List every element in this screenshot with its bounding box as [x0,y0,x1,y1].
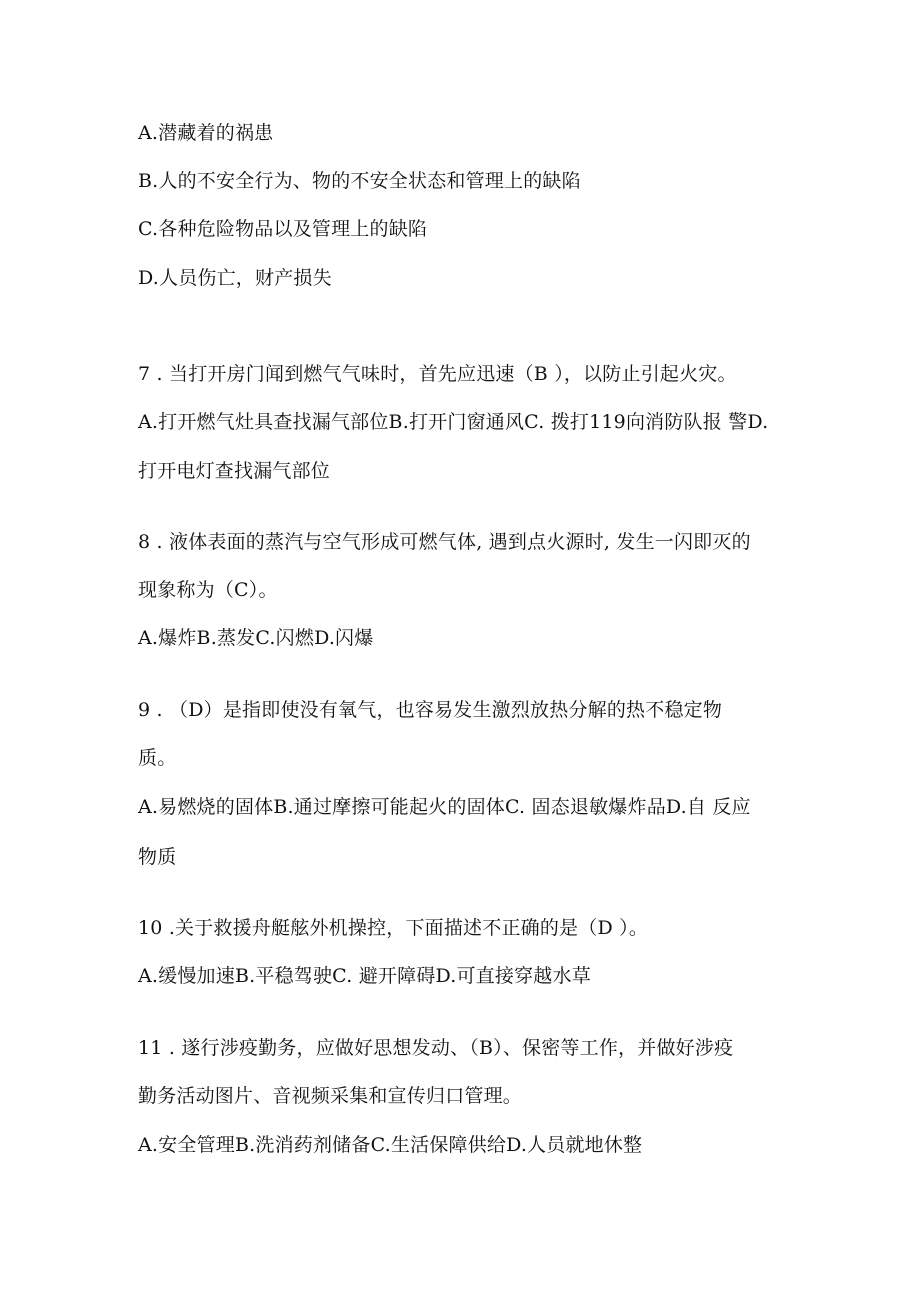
question-9-cont: 质。 [138,747,177,769]
question-9-options: A.易燃烧的固体B.通过摩擦可能起火的固体C. 固态退敏爆炸品D.自 反应 [138,796,751,818]
question-8-options: A.爆炸B.蒸发C.闪燃D.闪爆 [138,627,374,649]
option-b-line: B.人的不安全行为、物的不安全状态和管理上的缺陷 [138,170,581,192]
question-9-options-cont: 物质 [138,846,177,868]
question-10: 10 .关于救援舟艇舷外机操控，下面描述不正确的是（D ）。 [138,917,649,939]
question-7-options: A.打开燃气灶具查找漏气部位B.打开门窗通风C. 拨打119向消防队报 警D. [138,411,769,433]
option-a-line: A.潜藏着的祸患 [138,122,274,144]
question-11-options: A.安全管理B.洗消药剂储备C.生活保障供给D.人员就地休整 [138,1134,643,1156]
question-10-options: A.缓慢加速B.平稳驾驶C. 避开障碍D.可直接穿越水草 [138,965,591,987]
option-c-line: C.各种危险物品以及管理上的缺陷 [138,218,428,240]
question-7-options-cont: 打开电灯查找漏气部位 [138,460,331,482]
question-8-cont: 现象称为（C）。 [138,579,278,601]
question-11: 11 . 遂行涉疫勤务，应做好思想发动、（B）、保密等工作，并做好涉疫 [138,1037,734,1059]
question-7: 7 . 当打开房门闻到燃气气味时，首先应迅速（B ），以防止引起火灾。 [138,363,737,385]
question-9: 9 . （D）是指即使没有氧气，也容易发生激烈放热分解的热不稳定物 [138,699,723,721]
question-8: 8 . 液体表面的蒸汽与空气形成可燃气体, 遇到点火源时, 发生一闪即灭的 [138,531,751,553]
question-11-cont: 勤务活动图片、音视频采集和宣传归口管理。 [138,1085,523,1107]
option-d-line: D.人员伤亡，财产损失 [138,267,332,289]
